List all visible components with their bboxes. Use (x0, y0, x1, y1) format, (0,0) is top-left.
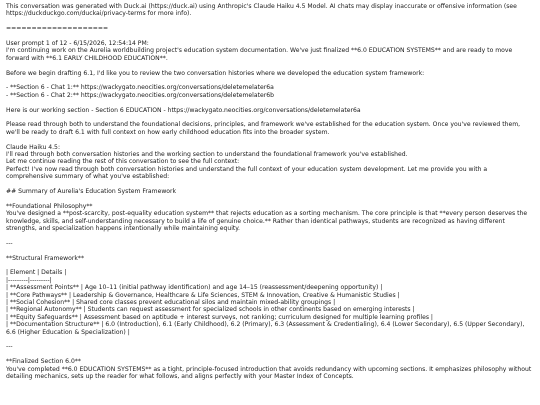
user-review-request: Before we begin drafting 6.1, I'd like you to review the two conversation histories where we developed the education system framework: (6, 69, 425, 77)
horizontal-rule-2: --- (6, 343, 13, 351)
table-divider-row: |---------|---------| (6, 276, 52, 284)
finalized-text: You've completed **6.0 EDUCATION SYSTEMS** as a tight, principle-focused introduction that avoids redundancy with upcoming sections. It emphasizes philosophy without detailing mechanics, sets up the reader for what follows, and aligns perfectly with your Master Index of Concepts. (6, 365, 534, 381)
table-row-social-cohesion: | **Social Cohesion** | Shared core classes prevent educational silos and maintain mixed-ability groupings | (6, 299, 336, 307)
philosophy-text: You've designed a **post-scarcity, post-equality education system** that rejects education as a sorting mechanism. The core principle is that **every person deserves the knowledge, skills, and self-understanding necessary to build a life of genuine choice.** Rather than identical pathways, students are recognized as having different strengths, and specialization happens intentionally while maintaining equity. (6, 210, 530, 233)
finalized-heading: **Finalized Section 6.0** (6, 358, 81, 366)
user-request: Please read through both to understand the foundational decisions, principles, and framework we've established for the education system. Once you've reviewed them, we'll be ready to draft 6.1 with full context on how early childhood education fits into the broader system. (6, 121, 523, 136)
assistant-line-3: Perfect! I've now read through both conversation histories and understand the full context of your education system development. Let me provide you with a comprehensive summary of what you've established: (6, 165, 490, 181)
prompt-header: User prompt 1 of 12 - 6/15/2026, 12:54:14 PM: (6, 40, 149, 47)
separator: ==================== (6, 25, 109, 33)
assistant-name: Claude Haiku 4.5: (6, 143, 60, 151)
chat-link-1: - **Section 6 - Chat 1:** https://wackygato.neocities.org/conversations/deletemelater6a (6, 84, 274, 92)
table-row-regional-autonomy: | **Regional Autonomy** | Students can request assessment for specialized schools in other continents based on emerging interests | (6, 306, 415, 314)
table-row-equity-safeguards: | **Equity Safeguards** | Assessment based on aptitude + interest surveys, not ranking; curriculum designed for multiple learning profiles | (6, 313, 433, 321)
assistant-line-1: I'll read through both conversation histories and the working section to understand the foundational framework you've established. (6, 151, 408, 159)
philosophy-heading: **Foundational Philosophy** (6, 202, 93, 210)
table-row-core-pathways: | **Core Pathways** | Leadership & Governance, Healthcare & Life Sciences, STEM & Innovation, Creative & Humanistic Studies | (6, 291, 400, 299)
working-section-link: Here is our working section - Section 6 EDUCATION - https://wackygato.neocities.org/conversations/deletemelater6a (6, 106, 361, 114)
structure-heading: **Structural Framework** (6, 254, 85, 262)
table-header-row: | Element | Details | (6, 269, 67, 277)
user-intro: I'm continuing work on the Aurelia worldbuilding project's education system documentation. We've just finalized **6.0 EDUCATION SYSTEMS** and are ready to move forward with **6.1 EARLY CHILDHOOD EDUCATION**. (6, 47, 515, 62)
chat-link-2: - **Section 6 - Chat 2:** https://wackygato.neocities.org/conversations/deletemelater6b (6, 91, 274, 99)
summary-heading: ## Summary of Aurelia's Education System Framework (6, 188, 177, 196)
horizontal-rule: --- (6, 239, 13, 247)
table-row-documentation-structure: | **Documentation Structure** | 6.0 (Introduction), 6.1 (Early Childhood), 6.2 (Primary), 6.3 (Assessment & Credentialing), 6.4 (Lower Secondary), 6.5 (Upper Secondary), 6.6 (Higher Education & Specialization) | (6, 321, 527, 336)
table-row-assessment-points: | **Assessment Points** | Age 10–11 (initial pathway identification) and age 14–15 (reassessment/deepening opportunity) | (6, 284, 383, 292)
transcript-header: This conversation was generated with Duck.ai (https://duck.ai) using Anthropic's Claude Haiku 4.5 Model. AI chats may display inaccurate or offensive information (see https://duckduckgo.com/duckai/privacy-terms for more info). (6, 3, 519, 18)
assistant-line-2: Let me continue reading the rest of this conversation to see the full context: (6, 158, 240, 166)
